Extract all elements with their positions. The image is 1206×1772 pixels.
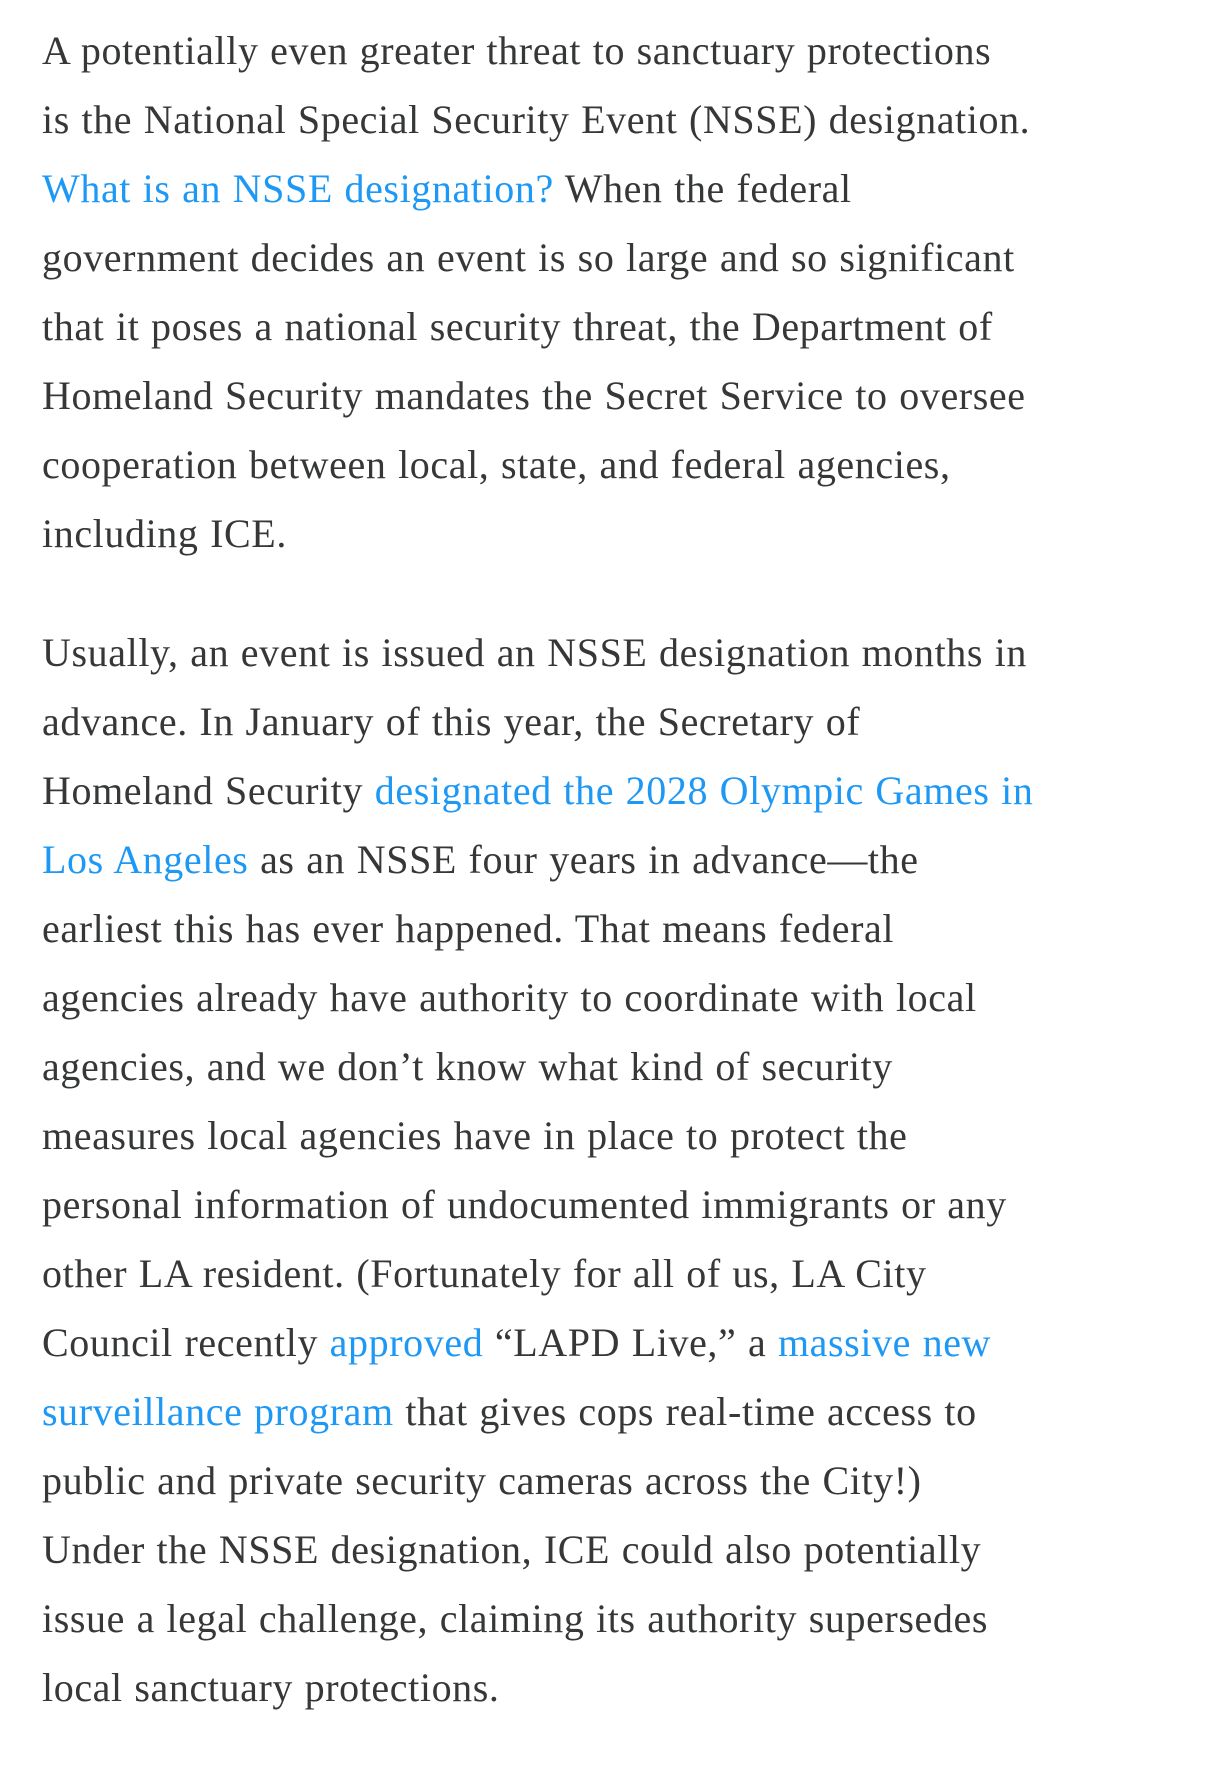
text-line [42,292,1172,361]
text-segment: “LAPD Live,” a [483,1320,778,1365]
link-what-is-nsse[interactable]: What is an NSSE designation? [42,166,554,211]
text-segment: Homeland Security [42,768,375,813]
text-line [42,430,1172,499]
text-segment: Homeland Security mandates the Secret Service to oversee [42,373,1026,418]
text-line [42,1584,1172,1653]
text-line [42,1377,1172,1446]
text-line [42,223,1172,292]
text-line [42,687,1172,756]
text-line [42,1653,1172,1722]
text-segment: government decides an event is so large and so significant [42,235,1015,280]
text-line [42,963,1172,1032]
text-line [42,1239,1172,1308]
text-segment: other LA resident. (Fortunately for all of us, LA City [42,1251,927,1296]
text-segment: agencies, and we don’t know what kind of security [42,1044,893,1089]
link-surveillance-program[interactable]: massive new [777,1320,992,1365]
article-body [42,16,1172,1772]
text-line [42,756,1172,825]
text-segment: When the federal [553,166,852,211]
text-segment: Under the NSSE designation, ICE could also potentially [42,1527,982,1572]
text-line [42,154,1172,223]
text-segment: as an NSSE four years in advance—the [248,837,919,882]
text-line [42,894,1172,963]
paragraph [42,16,1172,568]
text-segment: cooperation between local, state, and federal agencies, [42,442,951,487]
text-line [42,1170,1172,1239]
text-line [42,1308,1172,1377]
text-line [42,618,1172,687]
text-line [42,361,1172,430]
text-segment: earliest this has ever happened. That means federal [42,906,895,951]
text-line [42,1446,1172,1515]
text-segment: agencies already have authority to coordinate with local [42,975,977,1020]
text-segment: issue a legal challenge, claiming its authority supersedes [42,1596,988,1641]
paragraph [42,618,1172,1722]
text-segment: local sanctuary protections. [42,1665,500,1710]
text-segment: Usually, an event is issued an NSSE designation months in [42,630,1027,675]
text-line [42,16,1172,85]
text-segment: personal information of undocumented immigrants or any [42,1182,1007,1227]
link-designated-olympics[interactable]: designated the 2028 Olympic Games in [374,768,1034,813]
text-segment: advance. In January of this year, the Secretary of [42,699,861,744]
link-approved[interactable]: approved [329,1320,484,1365]
text-segment: that it poses a national security threat, the Department of [42,304,993,349]
text-line [42,1032,1172,1101]
text-line [42,1101,1172,1170]
text-line [42,85,1172,154]
text-segment: Council recently [42,1320,330,1365]
text-segment: that gives cops real-time access to [393,1389,977,1434]
text-segment: including ICE. [42,511,287,556]
text-line [42,499,1172,568]
text-segment: is the National Special Security Event (NSSE) designation. [42,97,1031,142]
text-segment: A potentially even greater threat to sanctuary protections [42,28,992,73]
text-line [42,825,1172,894]
text-segment: measures local agencies have in place to protect the [42,1113,908,1158]
link-designated-olympics[interactable]: Los Angeles [42,837,249,882]
link-surveillance-program[interactable]: surveillance program [42,1389,394,1434]
text-line [42,1515,1172,1584]
text-segment: public and private security cameras across the City!) [42,1458,922,1503]
